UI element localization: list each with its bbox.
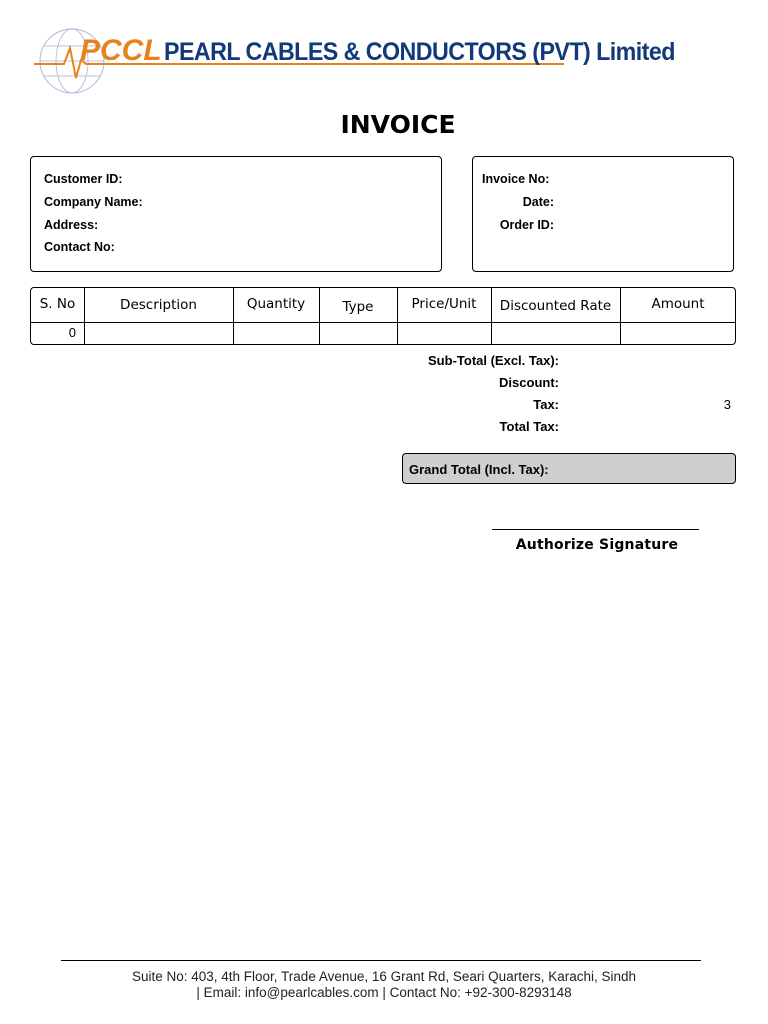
- items-table: [30, 287, 736, 345]
- footer-address: Suite No: 403, 4th Floor, Trade Avenue, 16 Grant Rd, Seari Quarters, Karachi, Sindh: [131, 969, 637, 984]
- table-cell-quantity: [237, 322, 315, 344]
- discount-label: Discount:: [499, 375, 559, 390]
- table-cell-description: [89, 322, 229, 344]
- tax-value: 3: [723, 397, 731, 412]
- logo-text: PCCL: [80, 34, 162, 67]
- address-label: Address:: [44, 218, 99, 232]
- column-header-price-unit: Price/Unit: [411, 296, 477, 312]
- date-label: Date:: [522, 195, 554, 209]
- page-title: INVOICE: [340, 110, 456, 139]
- table-cell-amount: [624, 322, 732, 344]
- order-id-label: Order ID:: [499, 218, 554, 232]
- column-header-discounted-rate: Discounted Rate: [499, 298, 612, 314]
- footer-divider: [61, 960, 701, 961]
- tax-label: Tax:: [533, 397, 559, 412]
- footer-contact: | Email: info@pearlcables.com | Contact No: +92-300-8293148: [196, 985, 572, 1000]
- total-tax-label: Total Tax:: [499, 419, 559, 434]
- subtotal-label: Sub-Total (Excl. Tax):: [428, 353, 559, 368]
- table-cell-discounted-rate: [495, 322, 616, 344]
- signature-line: [492, 529, 699, 530]
- company-name: PEARL CABLES & CONDUCTORS (PVT) Limited: [164, 38, 675, 66]
- contact-no-label: Contact No:: [44, 240, 115, 254]
- column-header-sno: S. No: [39, 296, 76, 312]
- table-cell-type: [323, 322, 393, 344]
- signature-label: Authorize Signature: [515, 537, 679, 553]
- column-header-amount: Amount: [651, 296, 705, 312]
- column-header-type: Type: [342, 299, 374, 315]
- table-cell-price-unit: [401, 322, 487, 344]
- company-name-label: Company Name:: [44, 195, 143, 209]
- grand-total-label: Grand Total (Incl. Tax):: [409, 462, 549, 477]
- customer-id-label: Customer ID:: [44, 172, 123, 186]
- column-header-quantity: Quantity: [246, 296, 306, 312]
- invoice-no-label: Invoice No:: [482, 172, 550, 186]
- column-header-description: Description: [120, 297, 197, 313]
- table-cell-sno: 0: [68, 325, 76, 340]
